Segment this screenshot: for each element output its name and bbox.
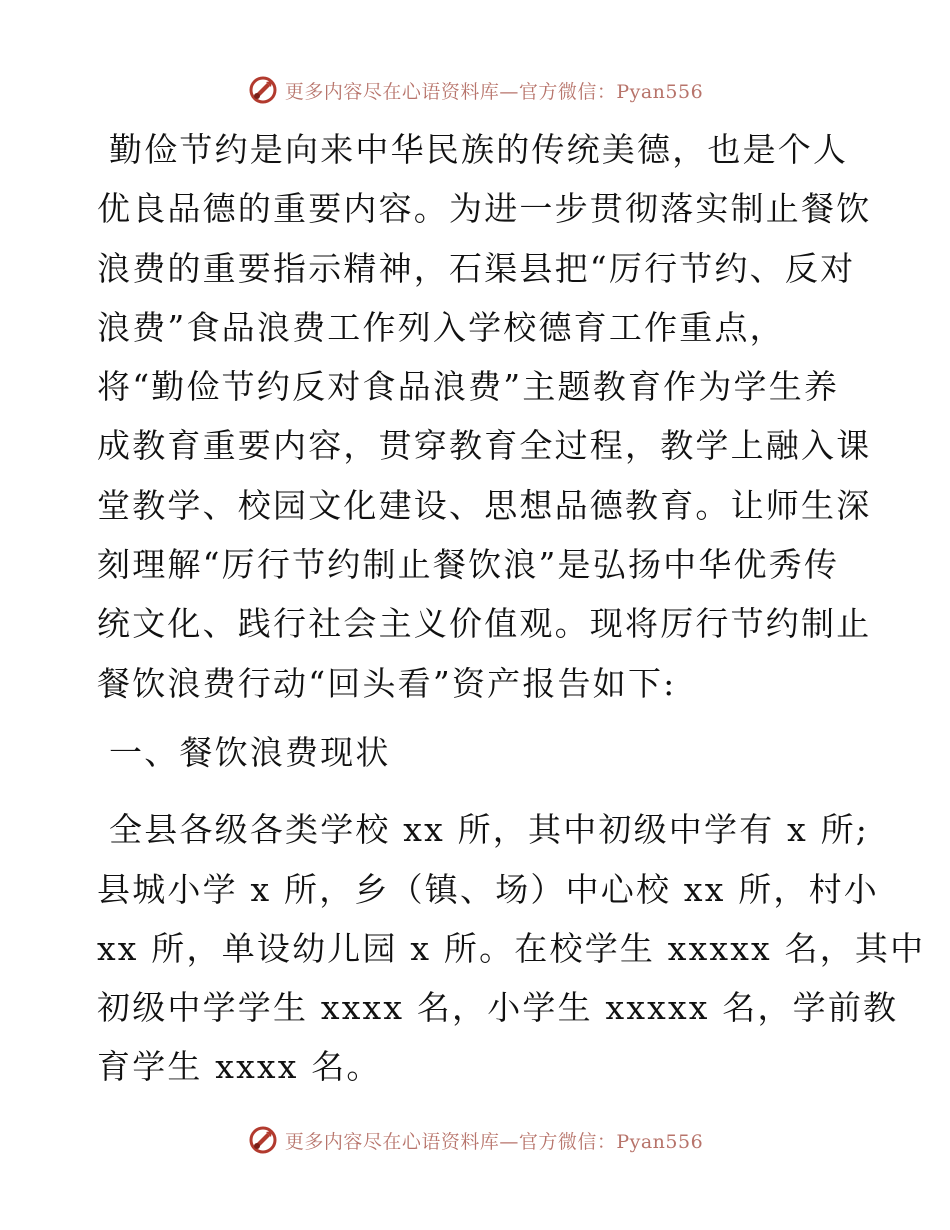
paragraph-line: 勤俭节约是向来中华民族的传统美德，也是个人 [109, 130, 849, 169]
paragraph-line: 浪费”食品浪费工作列入学校德育工作重点， [97, 307, 785, 347]
paragraph-line: 刻理解“厉行节约制止餐饮浪”是弘扬中华优秀传 [97, 545, 840, 585]
red-circle-arrow-logo-icon [247, 74, 279, 106]
paragraph-line: xx 所，单设幼儿园 x 所。在校学生 xxxxx 名，其中 [97, 928, 926, 968]
paragraph-line: 育学生 xxxx 名。 [97, 1047, 382, 1087]
paragraph-line: 全县各级各类学校 xx 所，其中初级中学有 x 所; [109, 810, 870, 850]
red-circle-arrow-logo-icon [247, 1124, 279, 1156]
section-heading: 一、餐饮浪费现状 [109, 732, 391, 772]
paragraph-line: 县城小学 x 所，乡（镇、场）中心校 xx 所，村小 [97, 869, 879, 909]
paragraph-line: 将“勤俭节约反对食品浪费”主题教育作为学生养 [97, 367, 840, 407]
status-paragraph [97, 800, 926, 1096]
paragraph-line: 成教育重要内容，贯穿教育全过程，教学上融入课 [97, 426, 872, 466]
paragraph-line: 浪费的重要指示精神，石渠县把“厉行节约、反对 [97, 248, 856, 288]
header-banner [0, 70, 950, 110]
document-body [97, 120, 926, 1097]
footer-banner-text: 更多内容尽在心语资料库—官方微信：Pyan556 [284, 1130, 704, 1153]
header-banner-text: 更多内容尽在心语资料库—官方微信：Pyan556 [284, 80, 704, 103]
paragraph-line: 优良品德的重要内容。为进一步贯彻落实制止餐饮 [97, 189, 872, 229]
intro-paragraph [97, 120, 872, 713]
footer-banner [0, 1120, 950, 1160]
paragraph-line: 堂教学、校园文化建设、思想品德教育。让师生深 [97, 485, 872, 525]
paragraph-line: 餐饮浪费行动“回头看”资产报告如下: [97, 663, 677, 703]
paragraph-line: 初级中学学生 xxxx 名，小学生 xxxxx 名，学前教 [97, 988, 899, 1028]
paragraph-line: 统文化、践行社会主义价值观。现将厉行节约制止 [97, 604, 872, 644]
